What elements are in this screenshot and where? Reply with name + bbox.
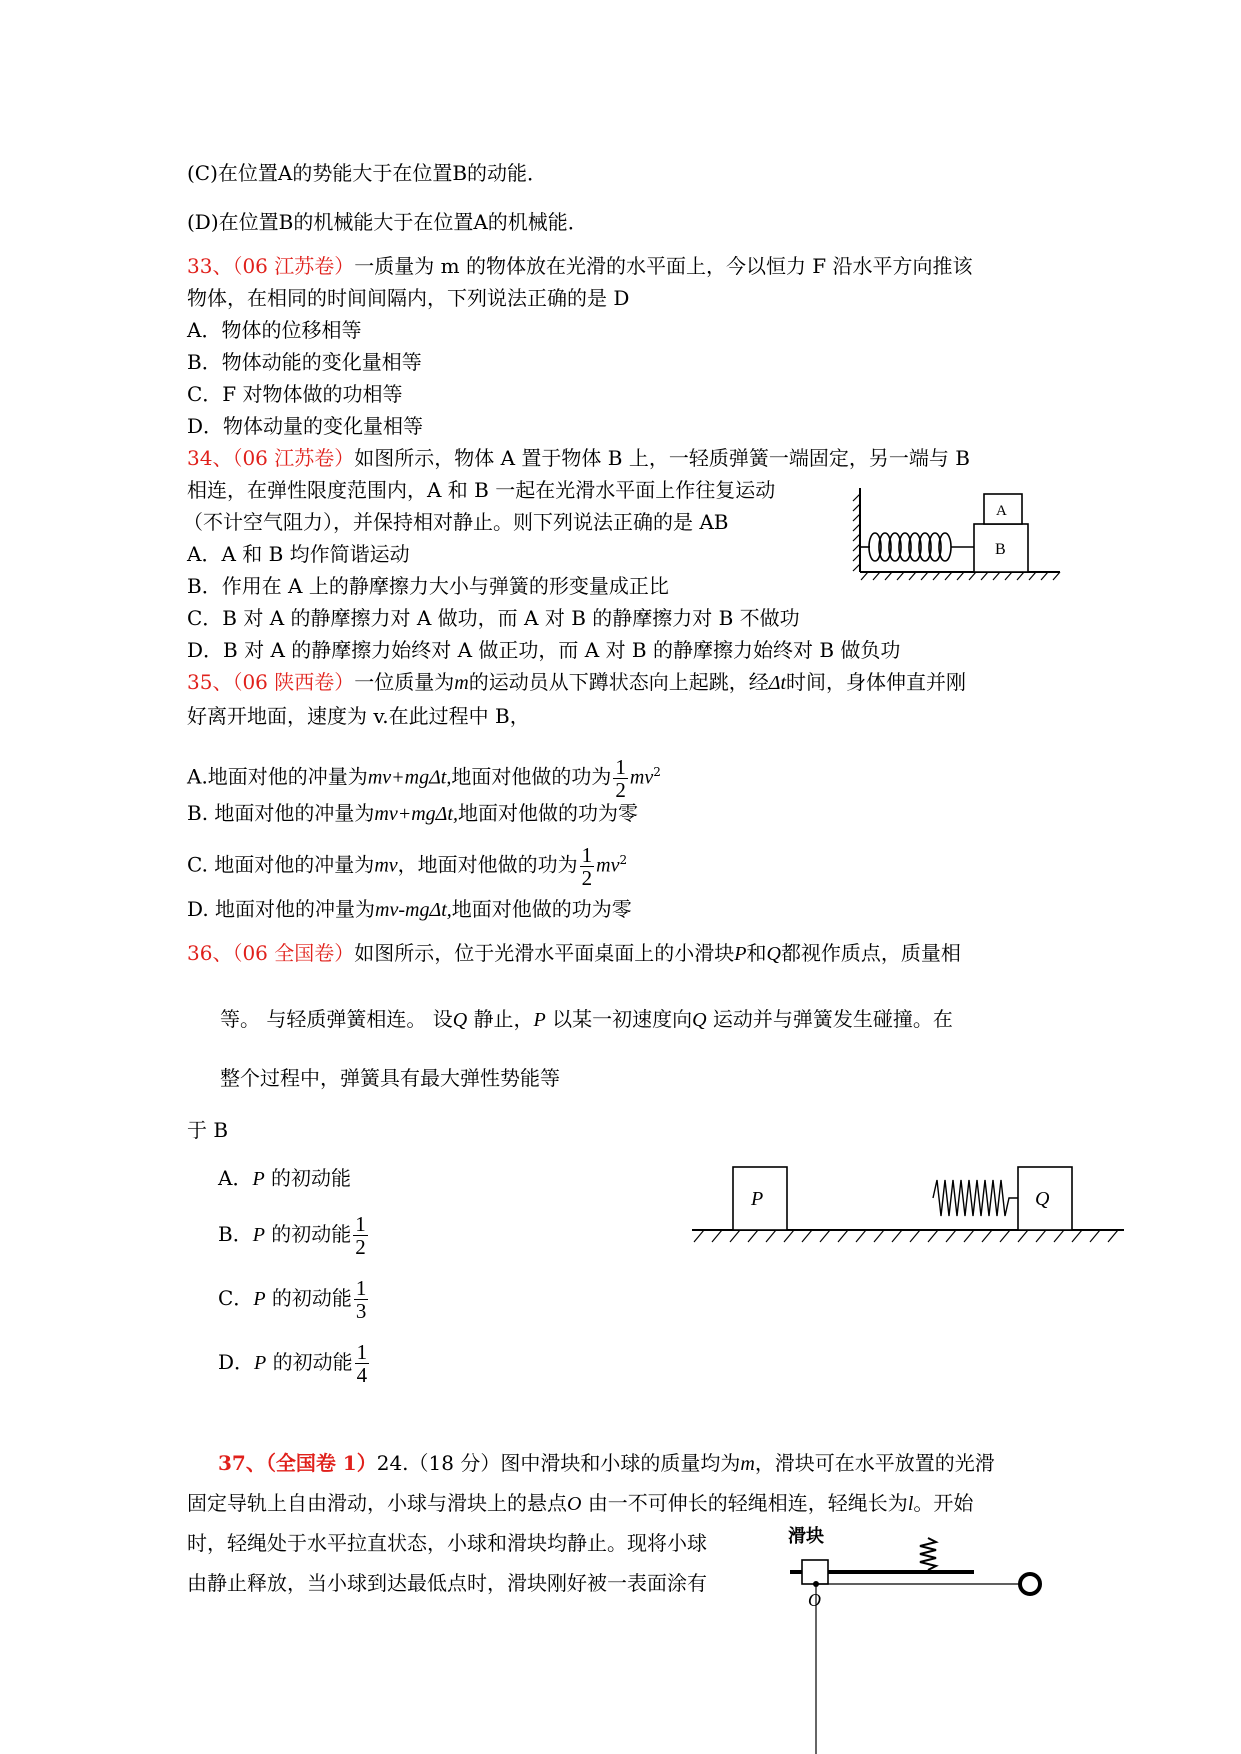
q35-option-c: C. 地面对他的冲量为mv，地面对他做的功为 $\frac{1}{2}$ $mv^2$: [187, 842, 628, 890]
ball: [1020, 1574, 1040, 1594]
q34-stem-line1: 34、（06 江苏卷）如图所示，物体 A 置于物体 B 上，一轻质弹簧一端固定，另一端与 B: [187, 446, 970, 470]
q35-source: （06 陕西卷）: [232, 670, 355, 694]
q33-stem: 一质量为 m 的物体放在光滑的水平面上，今以恒力 F 沿水平方向推该: [354, 254, 973, 278]
q36-source: （06 全国卷）: [232, 941, 355, 965]
q34-number: 34、: [187, 446, 233, 470]
q34-option-c: C．B 对 A 的静摩擦力对 A 做功，而 A 对 B 的静摩擦力对 B 不做功: [187, 606, 800, 630]
q36-stem-line4: 于 B: [187, 1118, 229, 1142]
p-q-spring-figure: [688, 1150, 1128, 1250]
q35-number: 35、: [187, 670, 233, 694]
q33-stem-line1: [187, 253, 973, 279]
q37-stem-line2: 固定导轨上自由滑动，小球与滑块上的悬点O 由一不可伸长的轻绳相连，轻绳长为l。开始: [187, 1491, 974, 1515]
q34-option-a: A．A 和 B 均作简谐运动: [187, 542, 410, 566]
block-a-label: A: [996, 503, 1007, 519]
q33-option-c: C．F 对物体做的功相等: [187, 382, 403, 406]
fraction-one-half: $\frac{1}{2}$: [355, 1212, 366, 1259]
slider-block: [802, 1560, 828, 1584]
block-q-label: Q: [1035, 1188, 1050, 1210]
fraction-one-quarter: $\frac{1}{4}$: [356, 1340, 368, 1387]
q35-stem-line2: 好离开地面，速度为 v.在此过程中 B，: [187, 704, 530, 728]
q36-option-a: A．P 的初动能: [218, 1166, 352, 1190]
q37-stem-line4: 由静止释放，当小球到达最低点时，滑块刚好被一表面涂有: [187, 1571, 707, 1595]
q36-option-c: C．P 的初动能 $\frac{1}{3}$: [218, 1276, 367, 1323]
block-p-label: P: [751, 1188, 764, 1210]
q33-stem-line2: 物体，在相同的时间间隔内，下列说法正确的是 D: [187, 286, 630, 310]
q36-number: 36、: [187, 941, 233, 965]
q37-stem-line1: 37、（全国卷 1）24.（18 分）图中滑块和小球的质量均为m，滑块可在水平放置的光滑: [218, 1451, 995, 1475]
q35-option-d: D. 地面对他的冲量为mv-mgΔt,地面对他做的功为零: [187, 897, 632, 921]
q35-option-a: A.地面对他的冲量为mv+mgΔt,地面对他做的功为 $\frac{1}{2}$ $mv^2$: [187, 754, 661, 802]
q36-option-b: B．P 的初动能 $\frac{1}{2}$: [218, 1212, 366, 1259]
option-c-line: (C)在位置A的势能大于在位置B的动能．: [187, 161, 548, 185]
q36-option-d: D．P 的初动能 $\frac{1}{4}$: [218, 1340, 368, 1387]
one-half-fraction: $\frac{1}{2}$: [581, 842, 593, 890]
fraction-one-third: $\frac{1}{3}$: [355, 1276, 367, 1323]
block-b-label: B: [995, 541, 1006, 558]
q34-option-b: B．作用在 A 上的静摩擦力大小与弹簧的形变量成正比: [187, 574, 669, 598]
q33-option-a: A．物体的位移相等: [187, 318, 362, 342]
q37-source: （全国卷 1）: [265, 1451, 377, 1475]
slider-pendulum-figure: [780, 1520, 1060, 1754]
slider-label: 滑块: [788, 1526, 824, 1546]
q36-stem-line1: 36、（06 全国卷）如图所示，位于光滑水平面桌面上的小滑块P和Q都视作质点，质量相: [187, 941, 961, 965]
q37-stem-line3: 时，轻绳处于水平拉直状态，小球和滑块均静止。现将小球: [187, 1531, 707, 1555]
q36-stem-line3: 整个过程中，弹簧具有最大弹性势能等: [220, 1066, 560, 1090]
q34-option-d: D．B 对 A 的静摩擦力始终对 A 做正功，而 A 对 B 的静摩擦力始终对 B 做负功: [187, 638, 901, 662]
q35-option-b: B. 地面对他的冲量为mv+mgΔt,地面对他做的功为零: [187, 801, 638, 825]
spring-block-figure: [850, 480, 1070, 585]
q35-stem-line1: 35、（06 陕西卷）一位质量为m的运动员从下蹲状态向上起跳，经Δt时间，身体伸直并刚: [187, 670, 967, 694]
pivot-o-label: O: [808, 1590, 821, 1610]
one-half-fraction: $\frac{1}{2}$: [615, 754, 626, 802]
q33-number: 33、: [187, 254, 233, 278]
q34-stem-line2: 相连，在弹性限度范围内，A 和 B 一起在光滑水平面上作往复运动: [187, 478, 776, 502]
q33-option-b: B．物体动能的变化量相等: [187, 350, 422, 374]
q34-source: （06 江苏卷）: [232, 446, 355, 470]
q36-stem-line2: 等。 与轻质弹簧相连。 设Q 静止，P 以某一初速度向Q 运动并与弹簧发生碰撞。在: [220, 1007, 953, 1031]
q33-source: （06 江苏卷）: [232, 254, 355, 278]
option-d-line: (D)在位置B的机械能大于在位置A的机械能．: [187, 210, 588, 234]
q33-option-d: D．物体动量的变化量相等: [187, 414, 424, 438]
q34-stem-line3: （不计空气阻力），并保持相对静止。则下列说法正确的是 AB: [183, 510, 729, 534]
q37-number: 37、: [218, 1451, 266, 1475]
